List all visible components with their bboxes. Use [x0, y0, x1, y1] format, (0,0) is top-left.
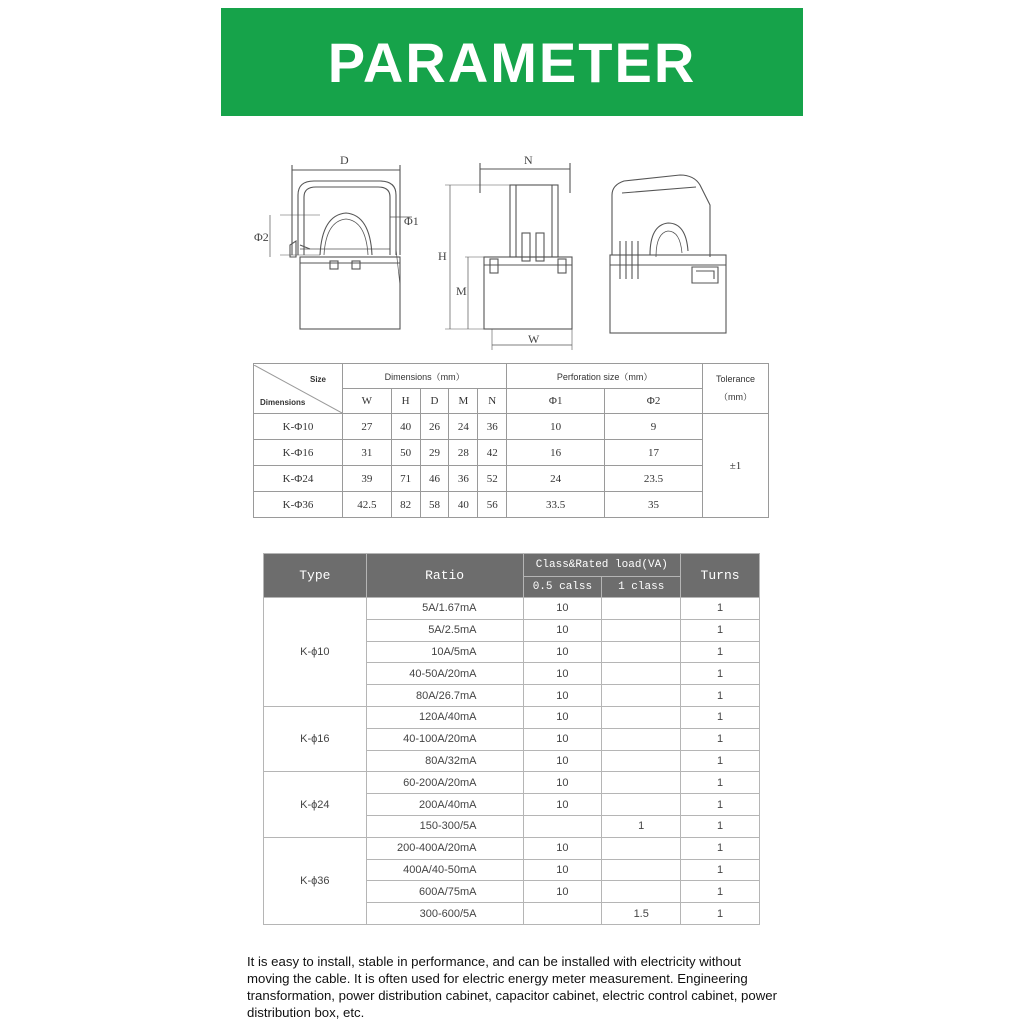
- one-class-cell: [602, 728, 681, 750]
- half-class-cell: [523, 815, 602, 837]
- value-cell: 42.5: [343, 492, 392, 518]
- one-class-cell: [602, 794, 681, 816]
- ratio-cell: 200-400A/20mA: [366, 837, 523, 859]
- table-row: [264, 772, 760, 794]
- turns-cell: 1: [681, 750, 760, 772]
- half-class-cell: 10: [523, 728, 602, 750]
- one-class-cell: 1: [602, 815, 681, 837]
- turns-cell: 1: [681, 728, 760, 750]
- ratio-cell: 150-300/5A: [366, 815, 523, 837]
- half-class-cell: 10: [523, 598, 602, 620]
- turns-cell: 1: [681, 619, 760, 641]
- label-m: M: [456, 284, 467, 298]
- half-class-cell: 10: [523, 619, 602, 641]
- type-cell: K-ϕ24: [264, 772, 367, 837]
- value-cell: 58: [420, 492, 449, 518]
- value-cell: 10: [507, 414, 605, 440]
- value-cell: 52: [478, 466, 507, 492]
- one-class-cell: [602, 619, 681, 641]
- value-cell: 24: [507, 466, 605, 492]
- turns-cell: 1: [681, 859, 760, 881]
- ratio-header: Ratio: [366, 554, 523, 598]
- half-class-cell: 10: [523, 881, 602, 903]
- ratio-cell: 80A/26.7mA: [366, 685, 523, 707]
- value-cell: 23.5: [605, 466, 703, 492]
- half-class-cell: 10: [523, 794, 602, 816]
- model-cell: K-Φ16: [254, 440, 343, 466]
- value-cell: 24: [449, 414, 478, 440]
- turns-cell: 1: [681, 663, 760, 685]
- col-header: N: [478, 389, 507, 414]
- one-class-cell: [602, 859, 681, 881]
- ratio-cell: 80A/32mA: [366, 750, 523, 772]
- col-header: Φ2: [605, 389, 703, 414]
- type-header: Type: [264, 554, 367, 598]
- value-cell: 36: [478, 414, 507, 440]
- label-d: D: [340, 153, 349, 167]
- label-h: H: [438, 249, 447, 263]
- value-cell: 71: [391, 466, 420, 492]
- ratio-cell: 60-200A/20mA: [366, 772, 523, 794]
- model-cell: K-Φ24: [254, 466, 343, 492]
- ratio-cell: 40-50A/20mA: [366, 663, 523, 685]
- ratio-cell: 400A/40-50mA: [366, 859, 523, 881]
- one-class-cell: 1.5: [602, 903, 681, 925]
- table-row: [254, 414, 769, 440]
- turns-header: Turns: [681, 554, 760, 598]
- product-description: It is easy to install, stable in performance, and can be installed with electricity without moving the cable. It is often used for electric energy meter measurement. Engineering transformation, power distribution cabinet, capacitor cabinet, electric control cabinet, power distribution box, etc.: [247, 954, 777, 1021]
- one-class-cell: [602, 881, 681, 903]
- value-cell: 36: [449, 466, 478, 492]
- table-row: [254, 492, 769, 518]
- value-cell: 50: [391, 440, 420, 466]
- table-row: [254, 440, 769, 466]
- label-n: N: [524, 153, 533, 167]
- value-cell: 56: [478, 492, 507, 518]
- value-cell: 28: [449, 440, 478, 466]
- model-cell: K-Φ36: [254, 492, 343, 518]
- ratio-cell: 5A/1.67mA: [366, 598, 523, 620]
- value-cell: 26: [420, 414, 449, 440]
- turns-cell: 1: [681, 903, 760, 925]
- value-cell: 29: [420, 440, 449, 466]
- ratio-cell: 200A/40mA: [366, 794, 523, 816]
- one-class-cell: [602, 772, 681, 794]
- value-cell: 46: [420, 466, 449, 492]
- corner-dimensions-label: Dimensions: [260, 397, 306, 407]
- value-cell: 31: [343, 440, 392, 466]
- class-load-header: Class&Rated load(VA): [523, 554, 681, 577]
- dimension-table: [253, 363, 769, 518]
- value-cell: 33.5: [507, 492, 605, 518]
- half-class-cell: [523, 903, 602, 925]
- half-class-header: 0.5 calss: [523, 577, 602, 598]
- value-cell: 16: [507, 440, 605, 466]
- corner-size-label: Size: [309, 374, 326, 384]
- tolerance-header: [703, 364, 769, 414]
- value-cell: 42: [478, 440, 507, 466]
- turns-cell: 1: [681, 837, 760, 859]
- one-class-cell: [602, 706, 681, 728]
- front-view-drawing: [270, 165, 412, 329]
- col-header: Φ1: [507, 389, 605, 414]
- table-row: [264, 598, 760, 620]
- table-row: [264, 706, 760, 728]
- ratio-cell: 600A/75mA: [366, 881, 523, 903]
- isometric-view-drawing: [610, 175, 726, 333]
- value-cell: 40: [449, 492, 478, 518]
- value-cell: 35: [605, 492, 703, 518]
- half-class-cell: 10: [523, 837, 602, 859]
- table-row: [254, 466, 769, 492]
- turns-cell: 1: [681, 706, 760, 728]
- half-class-cell: 10: [523, 706, 602, 728]
- model-cell: K-Φ10: [254, 414, 343, 440]
- label-phi2: Φ2: [254, 230, 269, 244]
- ratio-table: [263, 553, 760, 925]
- tolerance-unit: （mm）: [719, 392, 752, 402]
- col-header: D: [420, 389, 449, 414]
- perforation-group-header: Perforation size（mm）: [507, 364, 703, 389]
- turns-cell: 1: [681, 598, 760, 620]
- value-cell: 39: [343, 466, 392, 492]
- half-class-cell: 10: [523, 772, 602, 794]
- technical-drawings: [240, 145, 780, 357]
- one-class-cell: [602, 685, 681, 707]
- label-w: W: [528, 332, 540, 346]
- one-class-cell: [602, 750, 681, 772]
- half-class-cell: 10: [523, 750, 602, 772]
- banner-title: PARAMETER: [327, 30, 697, 94]
- ratio-cell: 40-100A/20mA: [366, 728, 523, 750]
- one-class-cell: [602, 837, 681, 859]
- one-class-cell: [602, 641, 681, 663]
- turns-cell: 1: [681, 641, 760, 663]
- table-row: [264, 837, 760, 859]
- value-cell: 9: [605, 414, 703, 440]
- value-cell: 27: [343, 414, 392, 440]
- col-header: W: [343, 389, 392, 414]
- tolerance-value: ±1: [703, 414, 769, 518]
- ratio-cell: 10A/5mA: [366, 641, 523, 663]
- type-cell: K-ϕ16: [264, 706, 367, 771]
- corner-cell: [254, 364, 343, 414]
- ratio-cell: 120A/40mA: [366, 706, 523, 728]
- one-class-cell: [602, 663, 681, 685]
- turns-cell: 1: [681, 815, 760, 837]
- tolerance-title: Tolerance: [715, 374, 756, 384]
- ratio-cell: 300-600/5A: [366, 903, 523, 925]
- half-class-cell: 10: [523, 663, 602, 685]
- value-cell: 17: [605, 440, 703, 466]
- one-class-cell: [602, 598, 681, 620]
- label-phi1: Φ1: [404, 214, 419, 228]
- turns-cell: 1: [681, 772, 760, 794]
- half-class-cell: 10: [523, 685, 602, 707]
- turns-cell: 1: [681, 881, 760, 903]
- col-header: H: [391, 389, 420, 414]
- turns-cell: 1: [681, 685, 760, 707]
- value-cell: 40: [391, 414, 420, 440]
- turns-cell: 1: [681, 794, 760, 816]
- half-class-cell: 10: [523, 641, 602, 663]
- ratio-cell: 5A/2.5mA: [366, 619, 523, 641]
- parameter-banner: [221, 8, 803, 116]
- value-cell: 82: [391, 492, 420, 518]
- col-header: M: [449, 389, 478, 414]
- type-cell: K-ϕ10: [264, 598, 367, 707]
- type-cell: K-ϕ36: [264, 837, 367, 924]
- dimensions-group-header: Dimensions（mm）: [343, 364, 507, 389]
- side-view-drawing: [445, 163, 572, 350]
- half-class-cell: 10: [523, 859, 602, 881]
- one-class-header: 1 class: [602, 577, 681, 598]
